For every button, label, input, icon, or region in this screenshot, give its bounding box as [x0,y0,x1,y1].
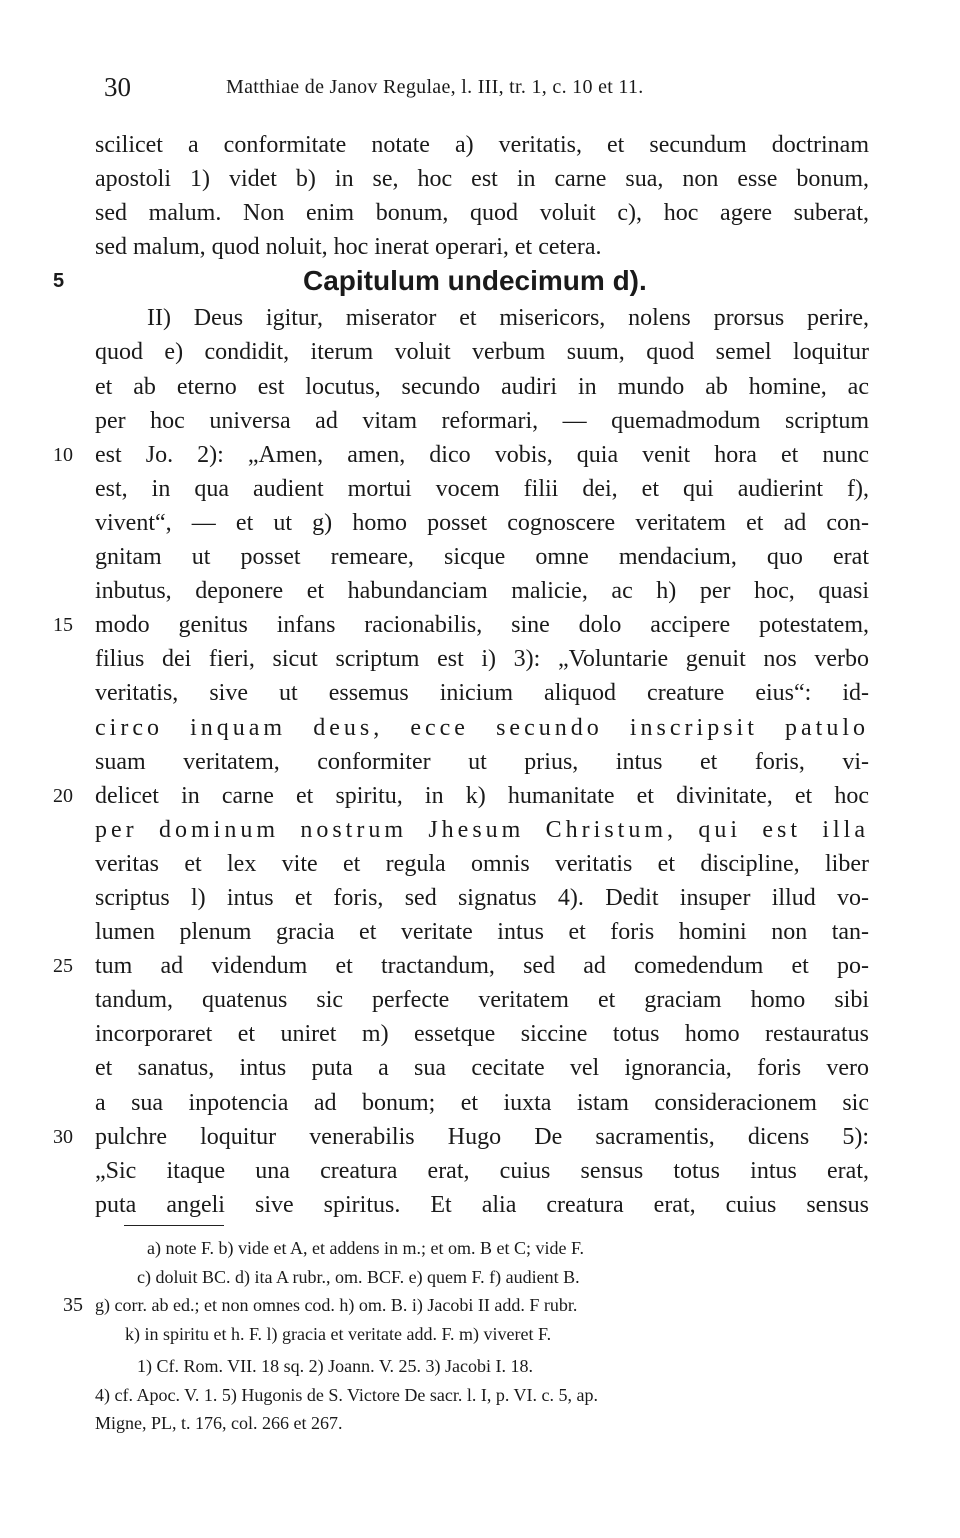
text-line: lumen plenum gracia et veritate intus et foris homini non tan- [95,919,869,946]
text-line: filius dei fieri, sicut scriptum est i) 3): „Voluntarie genuit nos verbo [95,646,869,673]
chapter-heading: 5 Capitulum undecimum d). [95,264,869,301]
page-header [104,72,864,106]
text-line: scriptus l) intus et foris, sed signatus 4). Dedit insuper illud vo- [95,884,869,911]
text-line: apostoli 1) videt b) in se, hoc est in carne sua, non esse bonum, [95,166,869,193]
apparatus-note: 35 g) corr. ab ed.; et non omnes cod. h) om. B. i) Jacobi II add. F rubr. [95,1291,869,1320]
line-number: 5 [53,270,65,293]
line-number: 30 [53,1125,73,1148]
text-line: II) Deus igitur, miserator et misericors, nolens prorsus perire, [147,305,869,332]
text-line: et ab eterno est locutus, secundo audiri in mundo ab homine, ac [95,373,869,400]
text-line: sed malum. Non enim bonum, quod voluit c), hoc agere suberat, [95,200,869,227]
apparatus-note: a) note F. b) vide et A, et addens in m.; et om. B et C; vide F. [147,1238,585,1258]
source-note: Migne, PL, t. 176, col. 266 et 267. [95,1413,343,1433]
text-line: veritatis, sive ut essemus inicium aliquod creature eius“: id- [95,680,869,707]
footnote-rule [124,1225,224,1226]
text-line: et sanatus, intus puta a sua cecitate vel ignorancia, foris vero [95,1055,869,1082]
text-line: puta angeli sive spiritus. Et alia creatura erat, cuius sensus [95,1191,869,1218]
text-line: 30 pulchre loquitur venerabilis Hugo De sacramentis, dicens 5): [95,1120,869,1154]
text-line: 25 tum ad videndum et tractandum, sed ad comedendum et po- [95,949,869,983]
page-number: 30 [104,72,131,102]
text-line: vivent“, — et ut g) homo posset cognoscere veritatem et ad con- [95,509,869,536]
text-line: 20 delicet in carne et spiritu, in k) humanitate et divinitate, et hoc [95,779,869,813]
footnotes [63,1234,869,1438]
apparatus-note: c) doluit BC. d) ita A rubr., om. BCF. e) quem F. f) audient B. [137,1266,580,1287]
apparatus-note: k) in spiritu et h. F. l) gracia et veritate add. F. m) viveret F. [125,1323,552,1344]
source-note: 1) Cf. Rom. VII. 18 sq. 2) Joann. V. 25. 3) Jacobi I. 18. [137,1356,533,1376]
main-text [53,128,869,1222]
text-line: circo inquam deus, ecce secundo inscripsit patulo [95,714,869,741]
text-line: gnitam ut posset remeare, sicque omne mendacium, quo erat [95,544,869,571]
text-line: „Sic itaque una creatura erat, cuius sensus totus intus erat, [95,1157,869,1184]
text-line: 10 est Jo. 2): „Amen, amen, dico vobis, quia venit hora et nunc [95,438,869,472]
text-line: inbutus, deponere et habundanciam malicie, ac h) per hoc, quasi [95,578,869,605]
line-number: 10 [53,443,73,466]
text-line: per dominum nostrum Jhesum Christum, qui est illa [95,816,869,843]
text-line: scilicet a conformitate notate a) veritatis, et secundum doctrinam [95,132,869,158]
text-line: 15 modo genitus infans racionabilis, sine dolo accipere potestatem, [95,608,869,642]
line-number: 35 [63,1294,83,1316]
line-number: 20 [53,784,73,807]
text-line: quod e) condidit, iterum voluit verbum suum, quod semel loquitur [95,339,869,366]
source-note: 4) cf. Apoc. V. 1. 5) Hugonis de S. Victore De sacr. l. I, p. VI. c. 5, ap. [95,1384,599,1405]
text-line: tandum, quatenus sic perfecte veritatem et graciam homo sibi [95,987,869,1014]
text-line: suam veritatem, conformiter ut prius, intus et foris, vi- [95,748,869,775]
line-number: 15 [53,614,73,637]
line-number: 25 [53,955,73,978]
text-line: per hoc universa ad vitam reformari, — quemadmodum scriptum [95,407,869,434]
text-line: a sua inpotencia ad bonum; et iuxta istam consideracionem sic [95,1089,869,1116]
text-line: est, in qua audient mortui vocem filii dei, et qui audierint f), [95,475,869,502]
text-line: incorporaret et uniret m) essetque siccine totus homo restauratus [95,1021,869,1048]
text-line: sed malum, quod noluit, hoc inerat operari, et cetera. [95,234,602,261]
text-line: veritas et lex vite et regula omnis veritatis et discipline, liber [95,850,869,877]
running-head: Matthiae de Janov Regulae, l. III, tr. 1, c. 10 et 11. [226,76,644,98]
